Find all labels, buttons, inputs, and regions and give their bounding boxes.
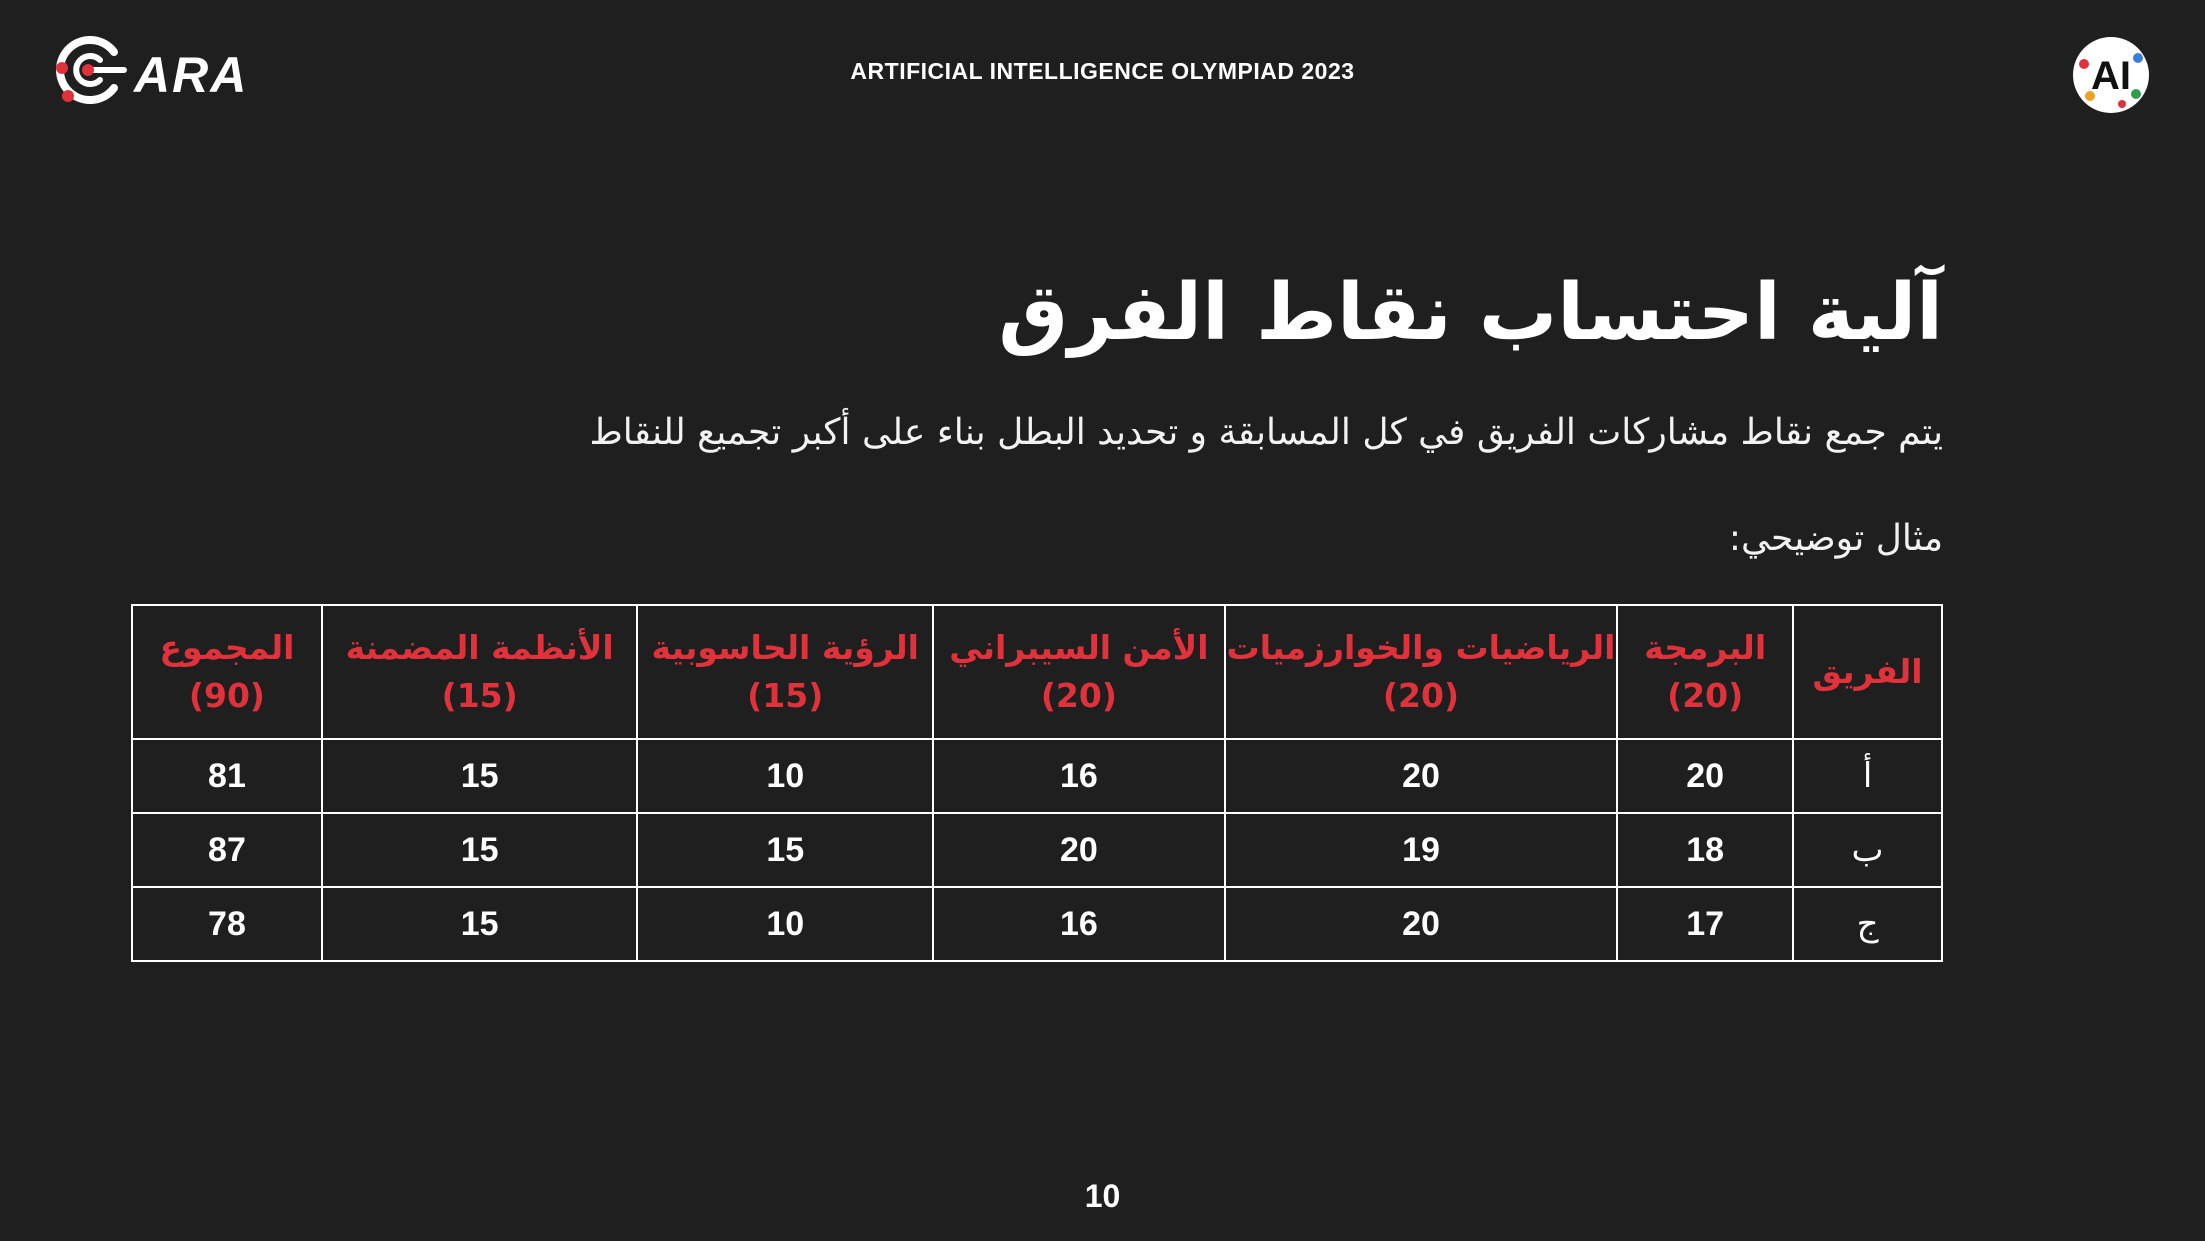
header-cyber-label: الأمن السيبراني	[949, 628, 1209, 667]
cell-team: ج	[1793, 887, 1942, 961]
cell-cyber: 16	[933, 739, 1225, 813]
table-row	[132, 739, 1942, 813]
cell-vision: 10	[637, 739, 933, 813]
header-math-label: الرياضيات والخوارزميات	[1226, 628, 1616, 667]
cell-total: 87	[132, 813, 322, 887]
slide-subtitle: يتم جمع نقاط مشاركات الفريق في كل المسابقة و تحديد البطل بناء على أكبر تجميع للنقاط	[589, 412, 1943, 453]
cell-programming: 20	[1617, 739, 1793, 813]
header-math-max: (20)	[1382, 676, 1460, 715]
ai-logo-text: AI	[2091, 54, 2131, 98]
cell-team: ب	[1793, 813, 1942, 887]
header-vision-max: (15)	[747, 676, 824, 715]
header-team-label: الفريق	[1812, 652, 1923, 691]
cell-programming: 18	[1617, 813, 1793, 887]
cell-vision: 10	[637, 887, 933, 961]
event-title: ARTIFICIAL INTELLIGENCE OLYMPIAD 2023	[850, 58, 1355, 84]
cell-embedded: 15	[322, 887, 638, 961]
table-row	[132, 813, 1942, 887]
cell-embedded: 15	[322, 813, 638, 887]
cell-embedded: 15	[322, 739, 638, 813]
header-total-max: (90)	[188, 676, 266, 715]
header-programming-max: (20)	[1667, 676, 1744, 715]
cell-team: أ	[1793, 739, 1942, 813]
cell-cyber: 16	[933, 887, 1225, 961]
header-programming	[1617, 605, 1793, 739]
header-embedded-label: الأنظمة المضمنة	[345, 628, 614, 667]
header-vision	[637, 605, 933, 739]
example-label: مثال توضيحي:	[1728, 518, 1943, 559]
header-total	[132, 605, 322, 739]
page-number: 10	[1084, 1178, 1121, 1214]
header-team	[1793, 605, 1942, 739]
table-row	[132, 887, 1942, 961]
header-cyber	[933, 605, 1225, 739]
ai-olympiad-logo	[2070, 34, 2152, 116]
cell-cyber: 20	[933, 813, 1225, 887]
ara-logo-text: ARA	[134, 47, 249, 103]
header-embedded	[322, 605, 638, 739]
slide-title: آلية احتساب نقاط الفرق	[998, 268, 1943, 358]
header-total-label: المجموع	[159, 628, 295, 667]
cell-programming: 17	[1617, 887, 1793, 961]
header-embedded-max: (15)	[441, 676, 518, 715]
cell-math: 20	[1225, 739, 1618, 813]
scores-table	[131, 604, 1943, 962]
header-math	[1225, 605, 1618, 739]
cell-math: 20	[1225, 887, 1618, 961]
header-cyber-max: (20)	[1040, 676, 1117, 715]
table-header-row	[132, 605, 1942, 739]
header-vision-label: الرؤية الحاسوبية	[651, 628, 919, 667]
cell-total: 78	[132, 887, 322, 961]
header-programming-label: البرمجة	[1644, 628, 1767, 667]
cell-math: 19	[1225, 813, 1618, 887]
cell-total: 81	[132, 739, 322, 813]
cell-vision: 15	[637, 813, 933, 887]
